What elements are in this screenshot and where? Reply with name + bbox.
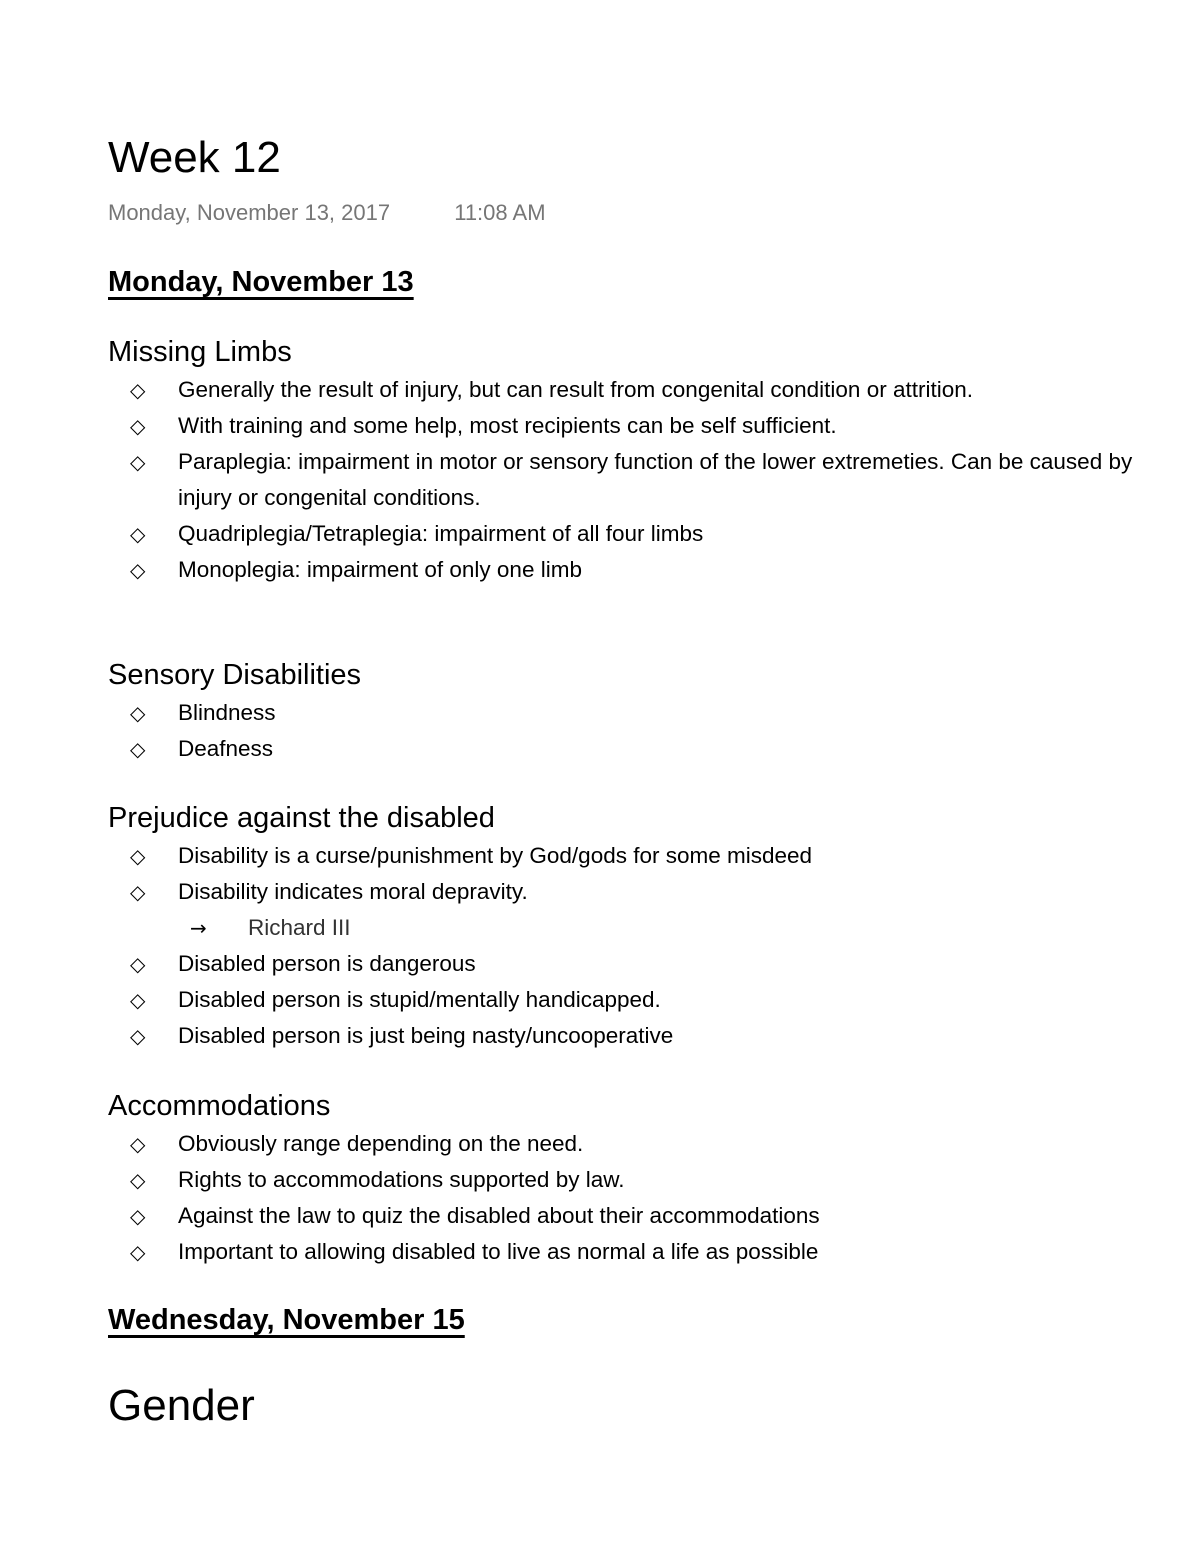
list-item-text: Quadriplegia/Tetraplegia: impairment of all four limbs: [178, 521, 704, 546]
section-heading: Prejudice against the disabled: [108, 802, 495, 834]
list-item-text: Important to allowing disabled to live as normal a life as possible: [178, 1239, 819, 1264]
diamond-outline-icon: ◇: [130, 844, 146, 868]
diamond-outline-icon: ◇: [130, 880, 146, 904]
list-item: [108, 1198, 1148, 1234]
list-item: [108, 1018, 1148, 1054]
diamond-outline-icon: ◇: [130, 952, 146, 976]
section-missing-limbs: [108, 334, 1148, 588]
diamond-outline-icon: ◇: [130, 1204, 146, 1228]
list-item: [108, 838, 1148, 874]
diamond-outline-icon: ◇: [130, 1168, 146, 1192]
bullet-list: [108, 372, 1148, 588]
list-item: [108, 1162, 1148, 1198]
list-item: [108, 552, 1148, 588]
diamond-outline-icon: ◇: [130, 1024, 146, 1048]
day-heading-monday: Monday, November 13: [108, 266, 414, 298]
list-item-text: Disability indicates moral depravity.: [178, 879, 528, 904]
list-item-text: Against the law to quiz the disabled about their accommodations: [178, 1203, 820, 1228]
list-item-text: Disabled person is stupid/mentally handicapped.: [178, 987, 661, 1012]
list-item-text: Paraplegia: impairment in motor or sensory function of the lower extremeties. Can be caused by injury or congenital conditions.: [178, 449, 1133, 510]
section-prejudice: [108, 800, 1148, 1054]
page-date: Monday, November 13, 2017: [108, 200, 391, 225]
page-metadata: [108, 199, 546, 227]
list-item: [108, 695, 1148, 731]
sub-list-item-text: Richard III: [248, 915, 351, 940]
list-item-text: Disabled person is just being nasty/uncooperative: [178, 1023, 674, 1048]
topic-heading-gender: Gender: [108, 1381, 255, 1430]
list-item-text: With training and some help, most recipients can be self sufficient.: [178, 413, 837, 438]
list-item: [108, 372, 1148, 408]
list-item: [108, 444, 1148, 516]
list-item-text: Blindness: [178, 700, 276, 725]
diamond-outline-icon: ◇: [130, 450, 146, 474]
bullet-list: [108, 1126, 1148, 1270]
list-item: [108, 946, 1148, 982]
section-heading: Missing Limbs: [108, 336, 292, 368]
list-item-text: Disabled person is dangerous: [178, 951, 476, 976]
list-item-text: Monoplegia: impairment of only one limb: [178, 557, 582, 582]
diamond-outline-icon: ◇: [130, 1132, 146, 1156]
list-item-text: Disability is a curse/punishment by God/gods for some misdeed: [178, 843, 813, 868]
section-sensory-disabilities: [108, 657, 1148, 767]
page-title: Week 12: [108, 133, 281, 182]
page-time: 11:08 AM: [454, 200, 546, 225]
right-arrow-icon: →: [190, 916, 207, 940]
diamond-outline-icon: ◇: [130, 701, 146, 725]
list-item: [108, 516, 1148, 552]
list-item: [108, 874, 1148, 910]
bullet-list: [108, 695, 1148, 767]
diamond-outline-icon: ◇: [130, 988, 146, 1012]
day-heading-wednesday: Wednesday, November 15: [108, 1304, 465, 1336]
list-item: [108, 982, 1148, 1018]
diamond-outline-icon: ◇: [130, 1240, 146, 1264]
sub-list-item: [108, 910, 1148, 946]
diamond-outline-icon: ◇: [130, 558, 146, 582]
list-item-text: Obviously range depending on the need.: [178, 1131, 584, 1156]
diamond-outline-icon: ◇: [130, 522, 146, 546]
bullet-list: [108, 838, 1148, 1054]
diamond-outline-icon: ◇: [130, 378, 146, 402]
list-item-text: Rights to accommodations supported by law.: [178, 1167, 625, 1192]
list-item-text: Deafness: [178, 736, 274, 761]
list-item-text: Generally the result of injury, but can result from congenital condition or attrition.: [178, 377, 973, 402]
section-heading: Sensory Disabilities: [108, 659, 362, 691]
list-item: [108, 408, 1148, 444]
diamond-outline-icon: ◇: [130, 414, 146, 438]
list-item: [108, 731, 1148, 767]
section-heading: Accommodations: [108, 1090, 331, 1122]
list-item: [108, 1234, 1148, 1270]
diamond-outline-icon: ◇: [130, 737, 146, 761]
section-accommodations: [108, 1088, 1148, 1270]
list-item: [108, 1126, 1148, 1162]
